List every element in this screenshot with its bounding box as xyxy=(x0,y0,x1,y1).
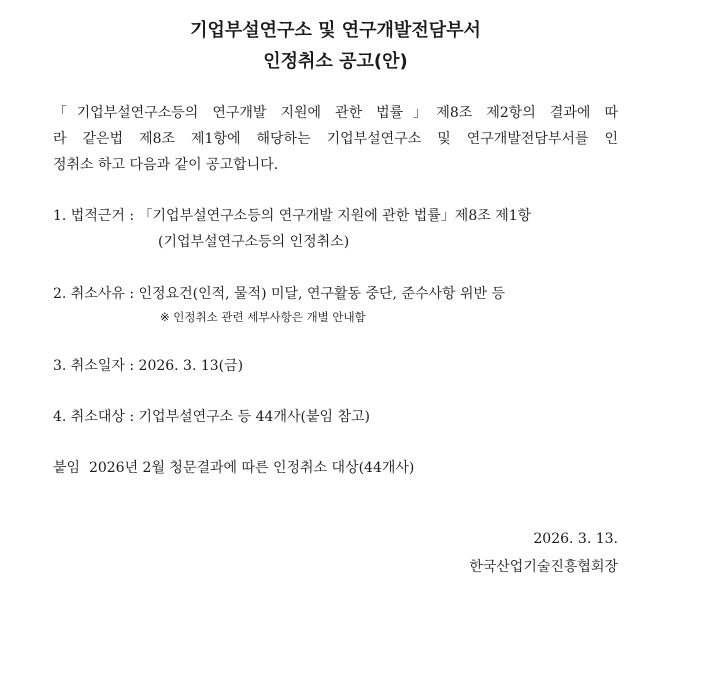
document-title-line1: 기업부설연구소 및 연구개발전담부서 xyxy=(190,20,481,41)
item-legal-basis-continuation: (기업부설연구소등의 인정취소) xyxy=(158,234,350,250)
item-cancel-date xyxy=(53,355,243,375)
item-cancel-reason-note: ※ 인정취소 관련 세부사항은 개별 안내함 xyxy=(160,310,366,324)
footer-date: 2026. 3. 13. xyxy=(533,531,618,547)
item-cancel-target-label: 4. 취소대상 : xyxy=(53,409,139,425)
document-title-line2: 인정취소 공고(안) xyxy=(263,51,408,72)
intro-line-2: 라 같은법 제8조 제1항에 해당하는 기업부설연구소 및 연구개발전담부서를 인 xyxy=(53,131,618,147)
item-cancel-reason-value: 인정요건(인적, 물적) 미달, 연구활동 중단, 준수사항 위반 등 xyxy=(138,286,506,302)
item-cancel-target xyxy=(53,406,370,426)
item-cancel-date-label: 3. 취소일자 : xyxy=(53,358,139,374)
item-cancel-reason xyxy=(53,283,505,303)
attachment-line: 붙임 2026년 2월 청문결과에 따른 인정취소 대상(44개사) xyxy=(53,460,415,476)
item-cancel-target-value: 기업부설연구소 등 44개사(붙임 참고) xyxy=(138,409,370,425)
item-legal-basis-label: 1. 법적근거 : xyxy=(53,208,139,224)
intro-line-3: 정취소 하고 다음과 같이 공고합니다. xyxy=(53,157,279,173)
intro-line-1: 「기업부설연구소등의 연구개발 지원에 관한 법률」제8조 제2항의 결과에 따 xyxy=(53,105,618,121)
item-legal-basis-value: 「기업부설연구소등의 연구개발 지원에 관한 법률」제8조 제1항 xyxy=(138,208,532,224)
footer-issuer: 한국산업기술진흥협회장 xyxy=(469,559,618,575)
item-cancel-reason-label: 2. 취소사유 : xyxy=(53,286,139,302)
item-cancel-date-value: 2026. 3. 13(금) xyxy=(138,358,244,374)
item-legal-basis xyxy=(53,205,531,225)
